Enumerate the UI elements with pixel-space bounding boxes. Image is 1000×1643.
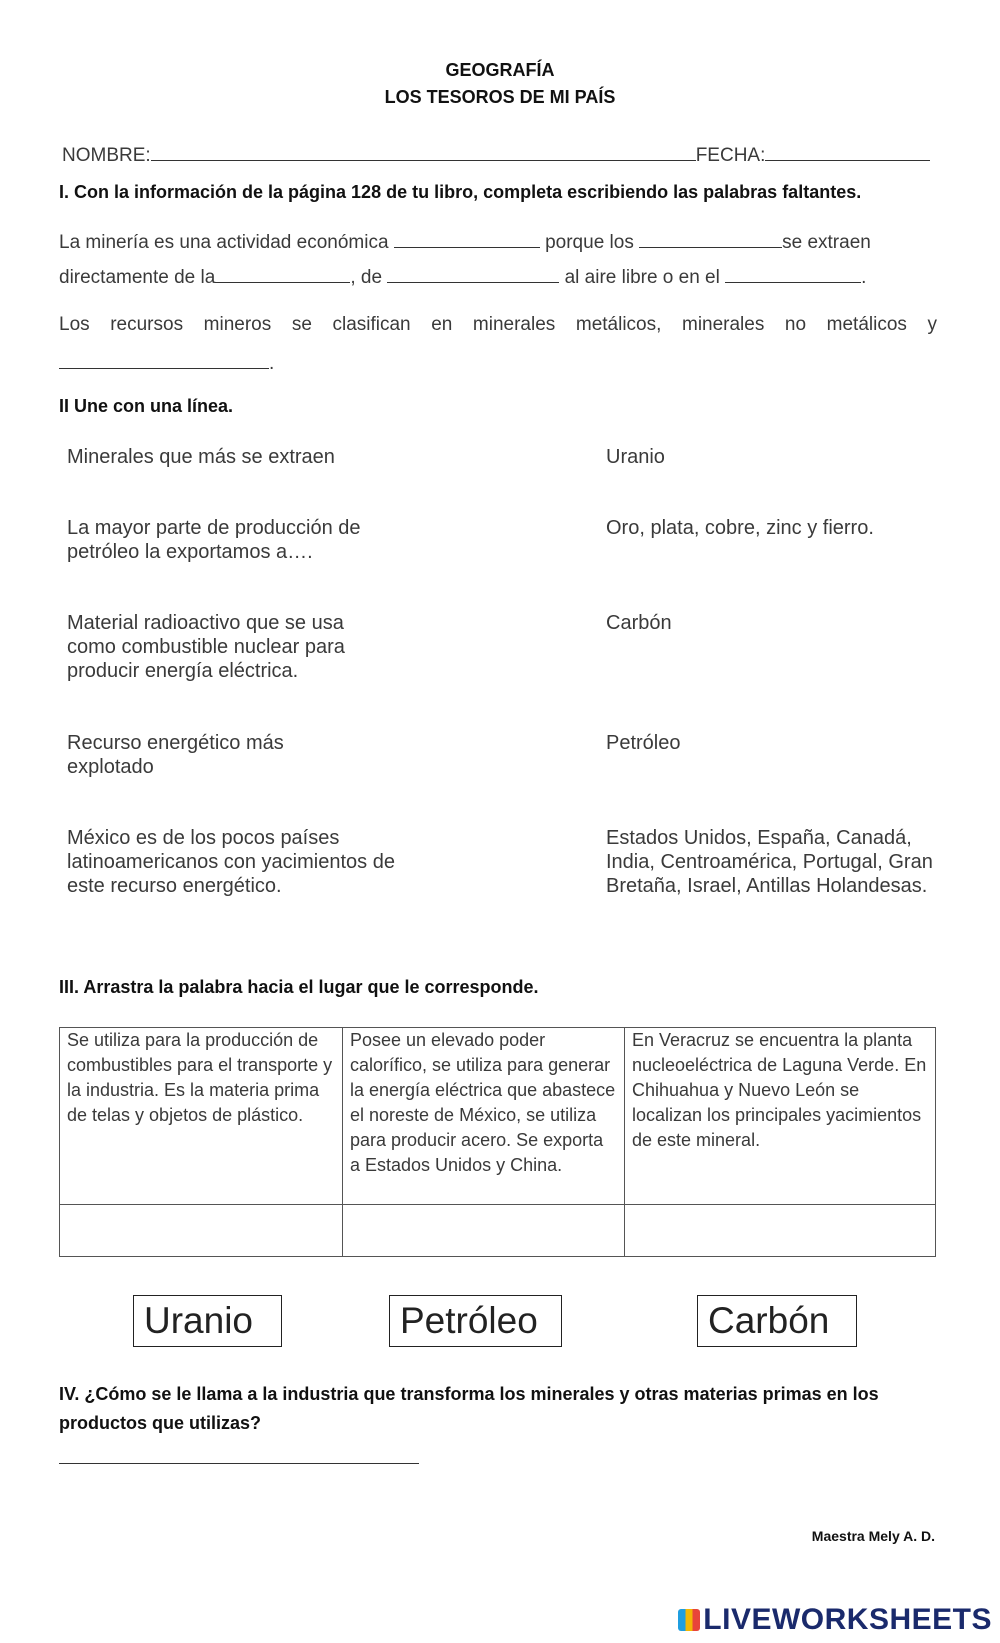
drop-row: [60, 1205, 936, 1257]
subject-title: GEOGRAFÍA: [445, 60, 555, 80]
match-left-1[interactable]: Minerales que más se extraen: [67, 446, 335, 468]
drop-zone-3[interactable]: [625, 1205, 936, 1257]
match-right-4[interactable]: Petróleo: [606, 732, 681, 754]
fill-text: .: [861, 267, 867, 288]
drag-word-uranio[interactable]: Uranio: [133, 1295, 282, 1347]
answer-line[interactable]: [59, 1445, 419, 1469]
drop-zone-1[interactable]: [60, 1205, 343, 1257]
fill-text: .: [269, 353, 275, 374]
fill-line-1: [59, 229, 949, 254]
blank-input[interactable]: [215, 264, 350, 283]
description-cell-3: En Veracruz se encuentra la planta nucleoeléctrica de Laguna Verde. En Chihuahua y Nuevo León se localizan los principales yacimientos de este mineral.: [625, 1028, 936, 1205]
drag-word-petroleo[interactable]: Petróleo: [389, 1295, 562, 1347]
brand-logo-icon: [678, 1609, 700, 1631]
name-field[interactable]: [151, 142, 696, 161]
fill-line-2: [59, 264, 949, 289]
brand-logo: [678, 1603, 992, 1637]
section4-heading: IV. ¿Cómo se le llama a la industria que transforma los minerales y otras materias primas en los productos que utilizas?: [59, 1384, 879, 1433]
fill-text: al aire libre o en el: [564, 267, 720, 288]
match-left-4[interactable]: Recurso energético más explotado: [67, 732, 284, 778]
name-date-row: [62, 142, 942, 167]
author-signature: Maestra Mely A. D.: [811, 1528, 935, 1544]
drag-table: [59, 1027, 936, 1257]
fill-paragraph-2: Los recursos mineros se clasifican en minerales metálicos, minerales no metálicos y: [59, 314, 937, 335]
worksheet-title: LOS TESOROS DE MI PAÍS: [384, 87, 616, 107]
fill-text: , de: [350, 267, 383, 288]
brand-name: LIVEWORKSHEETS: [703, 1603, 992, 1636]
fill-text: La minería es una actividad económica: [59, 232, 389, 253]
date-field[interactable]: [765, 142, 930, 161]
match-left-3[interactable]: Material radioactivo que se usa como combustible nuclear para producir energía eléctrica.: [67, 612, 345, 682]
match-right-1[interactable]: Uranio: [606, 446, 665, 468]
fill-line-3: [59, 350, 274, 375]
description-row: [60, 1028, 936, 1205]
match-right-3[interactable]: Carbón: [606, 612, 672, 634]
blank-input[interactable]: [387, 264, 559, 283]
match-left-5[interactable]: México es de los pocos países latinoamericanos con yacimientos de este recurso energético.: [67, 827, 395, 897]
drag-word-carbon[interactable]: Carbón: [697, 1295, 857, 1347]
section1-heading: I. Con la información de la página 128 de tu libro, completa escribiendo las palabras faltantes.: [59, 182, 862, 202]
match-right-5[interactable]: Estados Unidos, España, Canadá, India, Centroamérica, Portugal, Gran Bretaña, Israel, Antillas Holandesas.: [606, 827, 933, 897]
section2-heading: II Une con una línea.: [59, 396, 234, 416]
fill-text: directamente de la: [59, 267, 216, 288]
name-label: NOMBRE:: [62, 145, 151, 166]
description-cell-1: Se utiliza para la producción de combustibles para el transporte y la industria. Es la materia prima de telas y objetos de plástico.: [60, 1028, 343, 1205]
blank-input[interactable]: [725, 264, 861, 283]
section3-heading: III. Arrastra la palabra hacia el lugar que le corresponde.: [59, 977, 539, 997]
blank-input[interactable]: [59, 350, 269, 369]
fill-text: porque los: [545, 232, 634, 253]
date-label: FECHA:: [695, 145, 766, 166]
blank-input[interactable]: [394, 229, 540, 248]
match-right-2[interactable]: Oro, plata, cobre, zinc y fierro.: [606, 517, 874, 539]
drop-zone-2[interactable]: [343, 1205, 625, 1257]
description-cell-2: Posee un elevado poder calorífico, se utiliza para generar la energía eléctrica que abastece el noreste de México, se utiliza para producir acero. Se exporta a Estados Unidos y China.: [343, 1028, 625, 1205]
match-left-2[interactable]: La mayor parte de producción de petróleo la exportamos a….: [67, 517, 361, 563]
blank-input[interactable]: [639, 229, 782, 248]
fill-text: se extraen: [782, 232, 871, 253]
